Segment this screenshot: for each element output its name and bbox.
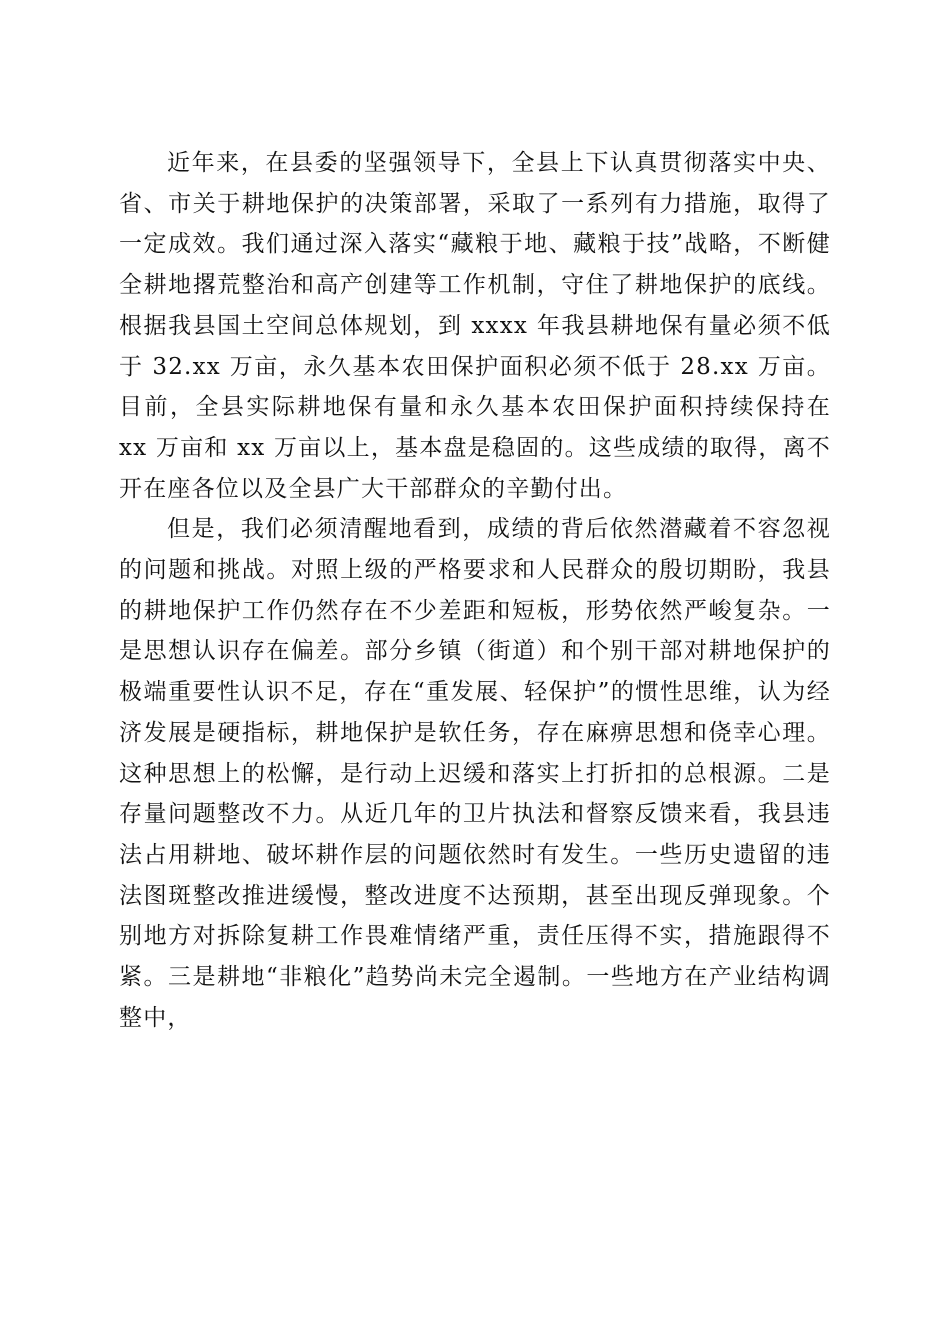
- paragraph-1: 近年来，在县委的坚强领导下，全县上下认真贯彻落实中央、省、市关于耕地保护的决策部署，采取了一系列有力措施，取得了一定成效。我们通过深入落实“藏粮于地、藏粮于技”战略，不断健全耕地撂荒整治和高产创建等工作机制，守住了耕地保护的底线。根据我县国土空间总体规划，到 xxxx 年我县耕地保有量必须不低于 32.xx 万亩，永久基本农田保护面积必须不低于 28.xx 万亩。目前，全县实际耕地保有量和永久基本农田保护面积持续保持在 xx 万亩和 xx 万亩以上，基本盘是稳固的。这些成绩的取得，离不开在座各位以及全县广大干部群众的辛勤付出。: [119, 150, 831, 502]
- document-body: [119, 143, 831, 1038]
- paragraph-2: 但是，我们必须清醒地看到，成绩的背后依然潜藏着不容忽视的问题和挑战。对照上级的严格要求和人民群众的殷切期盼，我县的耕地保护工作仍然存在不少差距和短板，形势依然严峻复杂。一是思想认识存在偏差。部分乡镇（街道）和个别干部对耕地保护的极端重要性认识不足，存在“重发展、轻保护”的惯性思维，认为经济发展是硬指标，耕地保护是软任务，存在麻痹思想和侥幸心理。这种思想上的松懈，是行动上迟缓和落实上打折扣的总根源。二是存量问题整改不力。从近几年的卫片执法和督察反馈来看，我县违法占用耕地、破坏耕作层的问题依然时有发生。一些历史遗留的违法图斑整改推进缓慢，整改进度不达预期，甚至出现反弹现象。个别地方对拆除复耕工作畏难情绪严重，责任压得不实，措施跟得不紧。三是耕地“非粮化”趋势尚未完全遏制。一些地方在产业结构调整中，: [119, 516, 831, 1031]
